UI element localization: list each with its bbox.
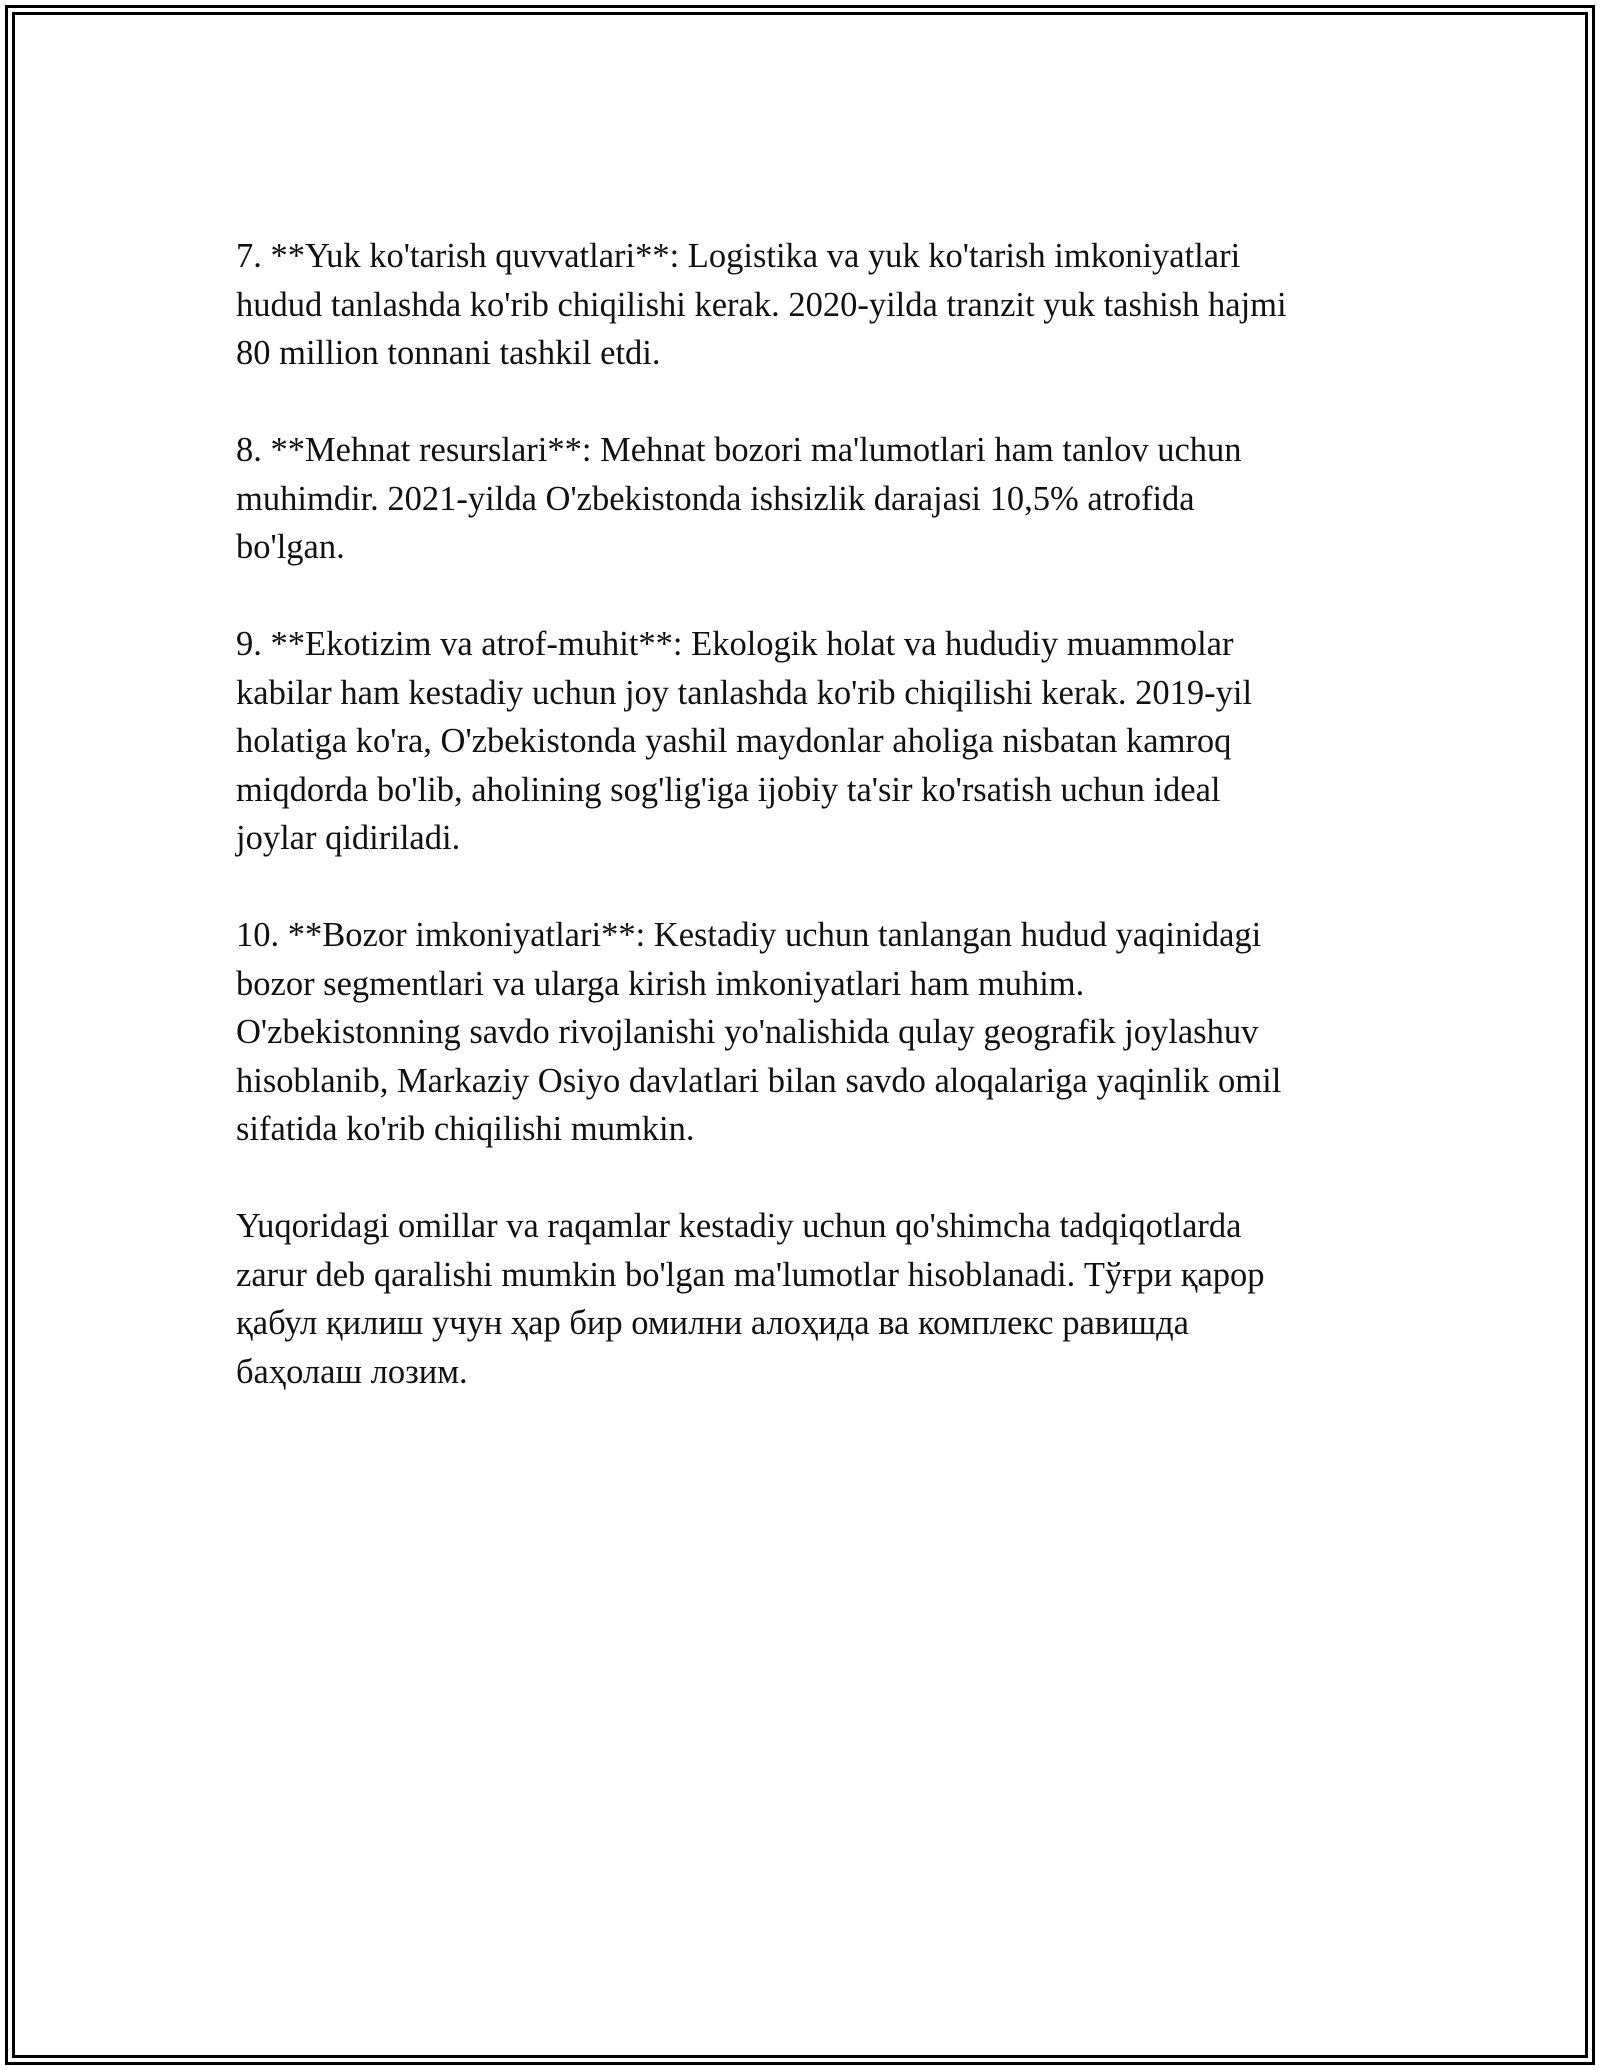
text-line: sifatida ko'rib chiqilishi mumkin. xyxy=(236,1110,695,1148)
paragraph-conclusion xyxy=(236,1202,1366,1396)
text-line: 7. **Yuk ko'tarish quvvatlari**: Logistika va yuk ko'tarish imkoniyatlari xyxy=(236,237,1241,275)
text-line: miqdorda bo'lib, aholining sog'lig'iga ijobiy ta'sir ko'rsatish uchun ideal xyxy=(236,770,1221,809)
text-line: zarur deb qaralishi mumkin bo'lgan ma'lumotlar hisoblanadi. Тўғри қарор xyxy=(236,1255,1265,1294)
paragraph-bozor-imkoniyatlari xyxy=(236,911,1366,1154)
text-line: holatiga ko'ra, O'zbekistonda yashil maydonlar aholiga nisbatan kamroq xyxy=(236,722,1232,760)
paragraph-mehnat-resurslari xyxy=(236,426,1366,572)
text-line: 9. **Ekotizim va atrof-muhit**: Ekologik holat va hududiy muammolar xyxy=(236,625,1234,663)
text-line: қабул қилиш учун ҳар бир омилни алоҳида ва комплекс равишда xyxy=(236,1304,1189,1342)
text-line: 10. **Bozor imkoniyatlari**: Kestadiy uchun tanlangan hudud yaqinidagi xyxy=(236,916,1262,954)
text-line: muhimdir. 2021-yilda O'zbekistonda ishsizlik darajasi 10,5% atrofida xyxy=(236,479,1195,518)
text-line: joylar qidiriladi. xyxy=(236,819,461,857)
paragraph-yuk-kotarish xyxy=(236,232,1366,378)
text-line: Yuqoridagi omillar va raqamlar kestadiy uchun qo'shimcha tadqiqotlarda xyxy=(236,1207,1242,1245)
text-line: bozor segmentlari va ularga kirish imkoniyatlari ham muhim. xyxy=(236,964,1085,1003)
text-line: O'zbekistonning savdo rivojlanishi yo'nalishida qulay geografik joylashuv xyxy=(236,1013,1259,1051)
text-line: 80 million tonnani tashkil etdi. xyxy=(236,334,661,372)
text-line: hisoblanib, Markaziy Osiyo davlatlari bilan savdo aloqalariga yaqinlik omil xyxy=(236,1061,1282,1100)
text-line: hudud tanlashda ko'rib chiqilishi kerak. 2020-yilda tranzit yuk tashish hajmi xyxy=(236,285,1287,324)
document-body xyxy=(236,232,1366,1445)
text-line: баҳолаш лозим. xyxy=(236,1352,468,1391)
paragraph-ekotizim xyxy=(236,620,1366,863)
text-line: 8. **Mehnat resurslari**: Mehnat bozori ma'lumotlari ham tanlov uchun xyxy=(236,431,1242,469)
text-line: kabilar ham kestadiy uchun joy tanlashda ko'rib chiqilishi kerak. 2019-yil xyxy=(236,673,1253,712)
text-line: bo'lgan. xyxy=(236,528,345,566)
